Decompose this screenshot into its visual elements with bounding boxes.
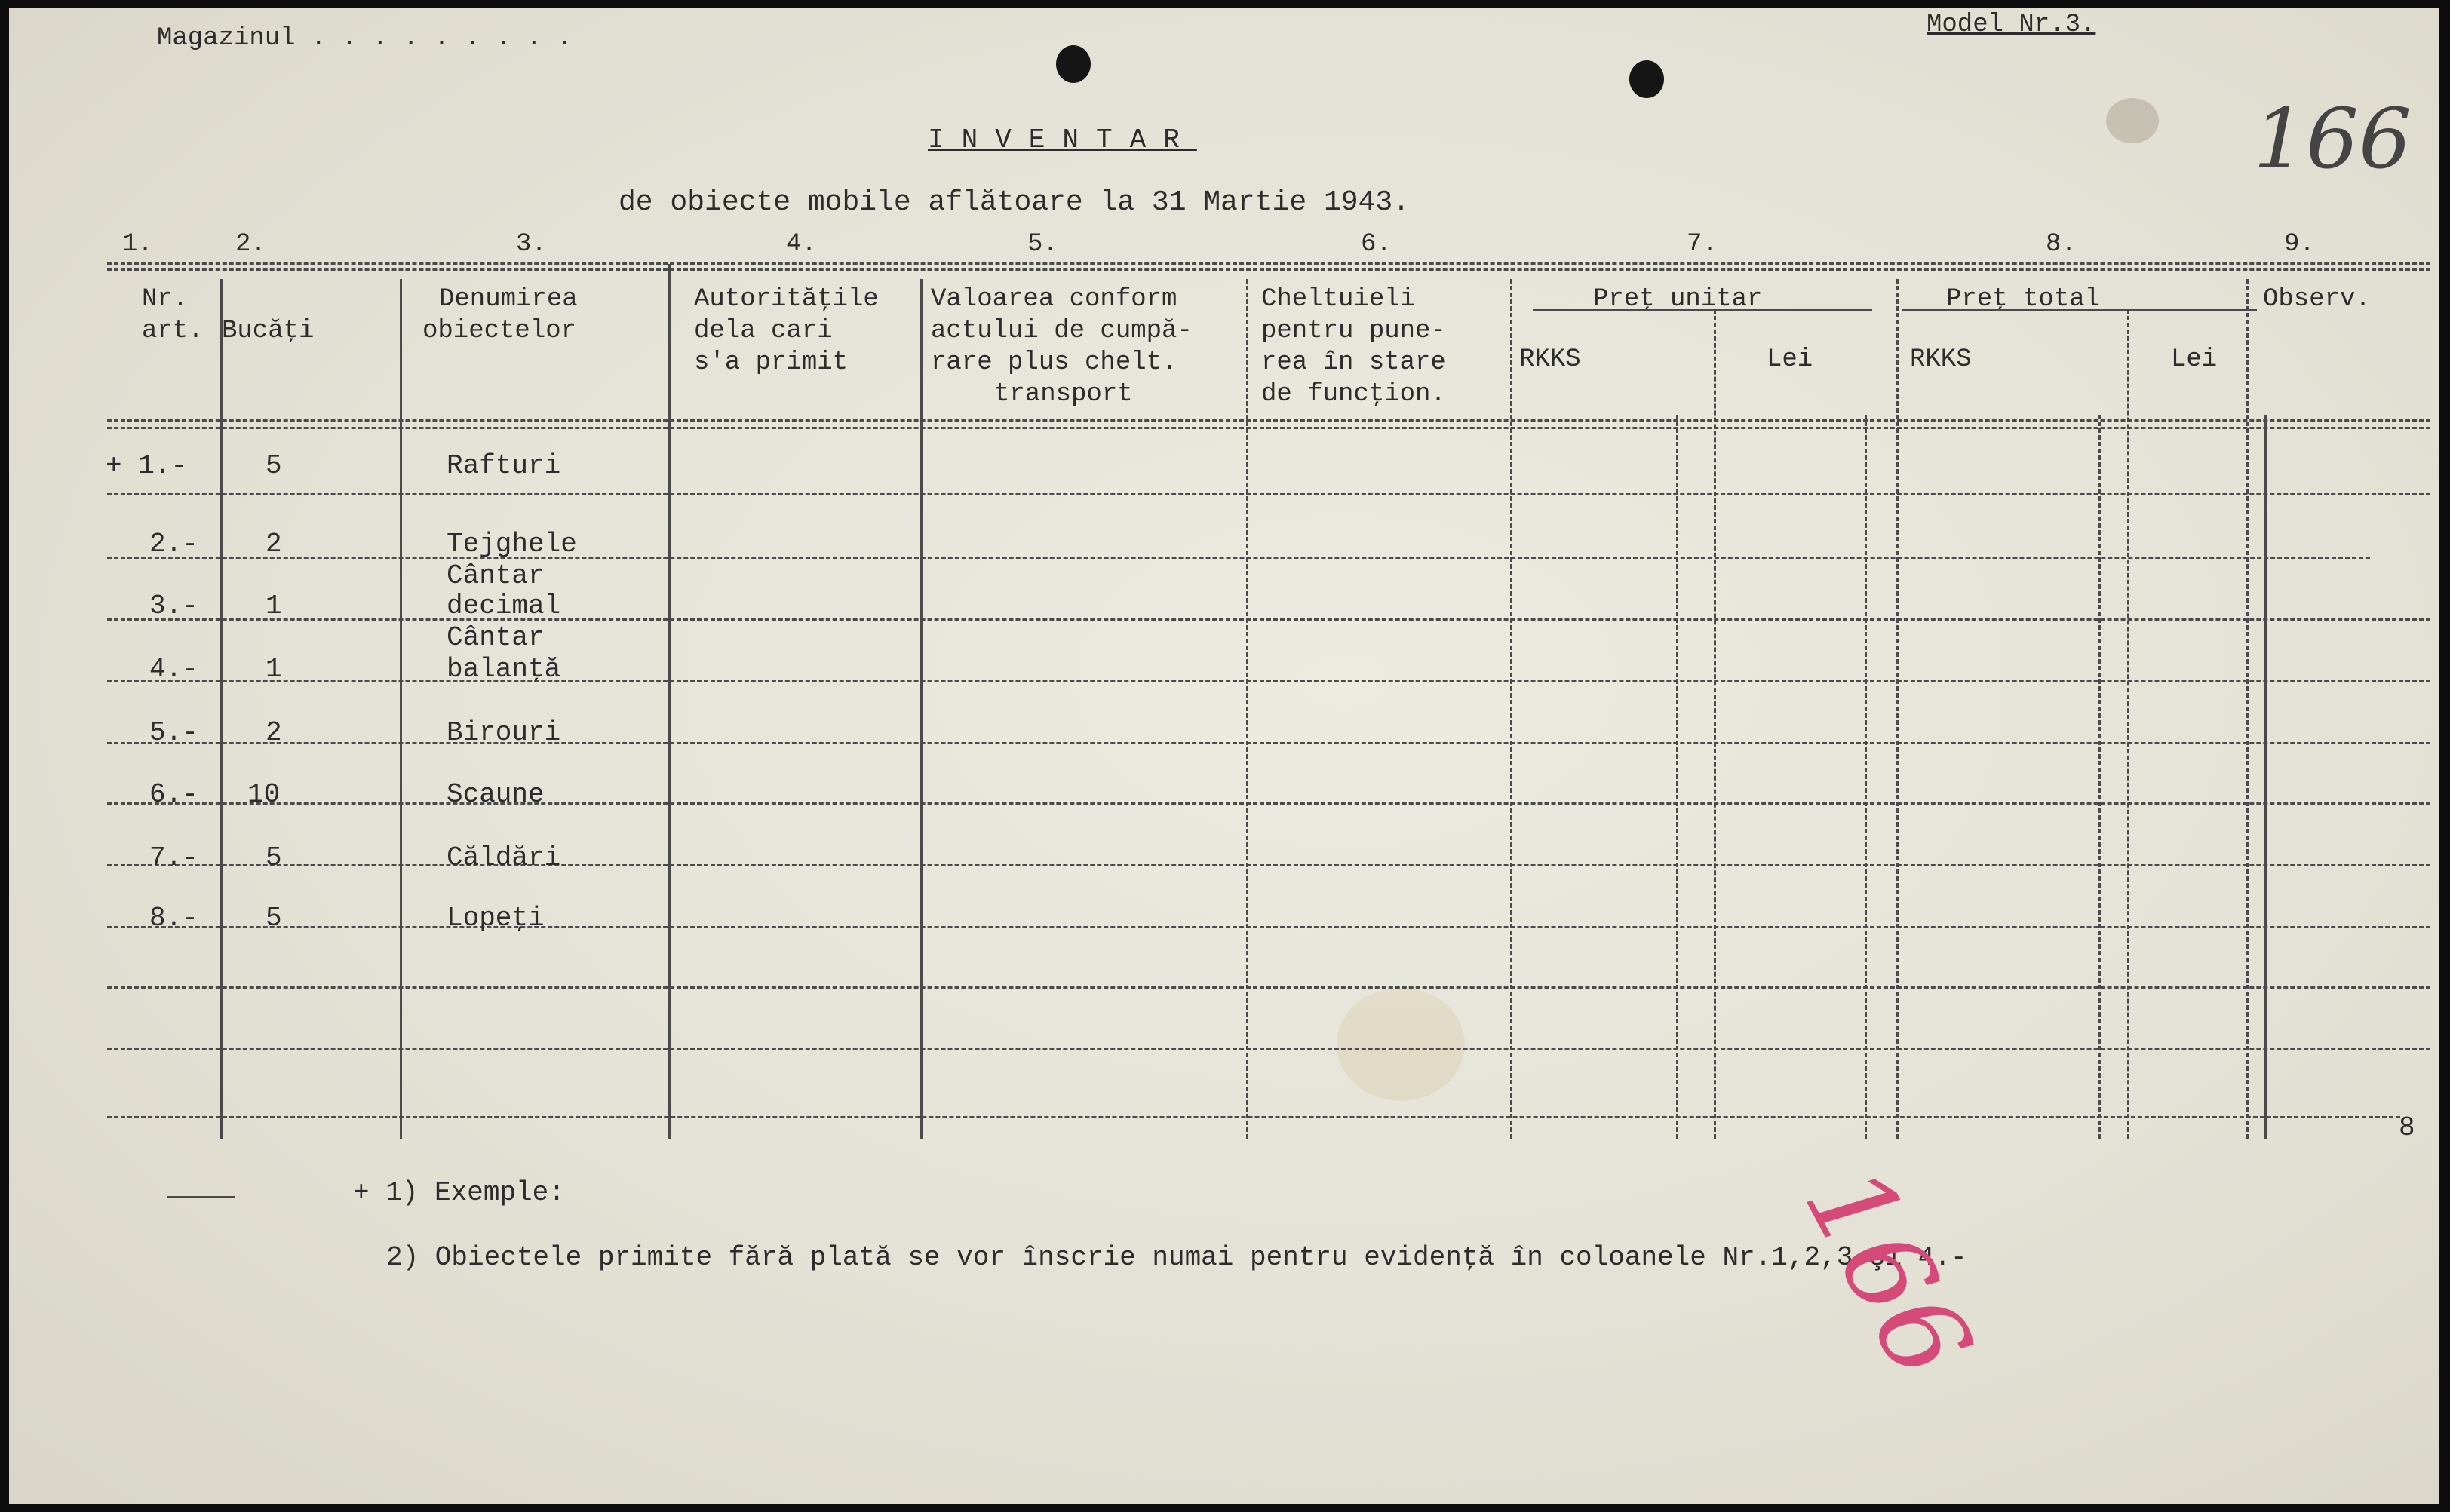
column-divider	[1510, 279, 1512, 1139]
row-5-pieces: 2	[266, 717, 282, 748]
row-3-number: 3.-	[149, 590, 198, 621]
col5-header-line: Valoarea conform	[931, 285, 1177, 314]
col4-header-line: dela cari	[694, 317, 833, 345]
column-divider	[400, 279, 402, 1139]
col4-header-line: s'a primit	[694, 348, 849, 377]
col8-sub-rkks: RKKS	[1910, 345, 1972, 374]
footnote-1: + 1) Exemple:	[353, 1177, 565, 1208]
row-7-number: 7.-	[149, 842, 198, 873]
col-number-8: 8.	[2046, 230, 2077, 259]
row-3-name-line: decimal	[447, 590, 561, 621]
col7-header: Preţ unitar	[1593, 285, 1763, 314]
col3-header-line: obiectelor	[422, 317, 577, 345]
column-divider	[2246, 279, 2249, 1139]
col3-header-line: Denumirea	[439, 285, 578, 314]
col6-header-line: de funcţion.	[1261, 380, 1446, 409]
col6-header-line: Cheltuieli	[1261, 285, 1416, 314]
col-number-7: 7.	[1687, 230, 1718, 259]
row-1-number: + 1.-	[106, 450, 188, 481]
footnote-2: 2) Obiectele primite fără plată se vor înscrie numai pentru evidenţă în coloanele Nr.1,2,3 şi 4.-	[386, 1242, 1967, 1273]
col1-header-line: art.	[142, 317, 204, 345]
col6-header-line: rea în stare	[1261, 348, 1446, 377]
col8-sub-lei: Lei	[2171, 345, 2218, 374]
header-bottom-rule	[107, 427, 2430, 429]
row-1-name: Rafturi	[447, 450, 561, 481]
row-rule	[107, 1048, 2430, 1050]
column-divider	[1714, 309, 1716, 1139]
handwritten-number: 166	[2253, 90, 2412, 187]
header-bottom-rule	[107, 419, 2430, 422]
col6-header-line: pentru pune-	[1261, 317, 1446, 345]
store-label: Magazinul . . . . . . . . .	[157, 24, 573, 53]
footnote-dash	[167, 1196, 235, 1198]
row-7-name: Căldări	[447, 842, 561, 873]
row-5-number: 5.-	[149, 717, 198, 748]
price-unit-rule	[1533, 309, 1872, 311]
row-4-name-line: Cântar	[447, 622, 545, 653]
column-divider	[920, 279, 923, 1139]
column-divider	[220, 279, 223, 1139]
col-number-2: 2.	[235, 230, 266, 259]
col-number-5: 5.	[1027, 230, 1058, 259]
column-divider	[1676, 415, 1678, 1139]
row-rule	[107, 986, 2430, 989]
row-1-pieces: 5	[266, 450, 282, 481]
col5-header-line: actului de cumpă-	[931, 317, 1193, 345]
column-divider	[1865, 415, 1867, 1139]
row-8-number: 8.-	[149, 903, 198, 934]
column-divider	[1246, 279, 1248, 1139]
row-2-name: Tejghele	[447, 529, 577, 560]
column-divider	[2127, 309, 2129, 1139]
row-6-name: Scaune	[447, 779, 545, 810]
row-6-pieces: 10	[247, 779, 281, 810]
row-2-pieces: 2	[266, 529, 282, 560]
row-3-pieces: 1	[266, 590, 282, 621]
column-divider	[2098, 415, 2101, 1139]
row-3-name-line: Cântar	[447, 560, 545, 591]
water-stain	[1337, 988, 1465, 1101]
col2-header: Bucăţi	[222, 317, 315, 345]
col-number-9: 9.	[2284, 230, 2315, 259]
col8-header: Preţ total	[1946, 285, 2101, 314]
col-number-1: 1.	[122, 230, 153, 259]
row-7-pieces: 5	[266, 842, 282, 873]
row-4-number: 4.-	[149, 654, 198, 685]
row-5-name: Birouri	[447, 717, 561, 748]
col1-header-line: Nr.	[142, 285, 189, 314]
column-divider	[1896, 279, 1899, 1139]
col7-sub-rkks: RKKS	[1519, 345, 1581, 374]
document-subtitle: de obiecte mobile aflătoare la 31 Martie 1943.	[619, 186, 1410, 219]
row-4-pieces: 1	[266, 654, 282, 685]
row-rule	[107, 493, 2430, 495]
col-number-4: 4.	[786, 230, 817, 259]
col5-header-line: rare plus chelt.	[931, 348, 1177, 377]
punch-hole	[1629, 60, 1664, 98]
col9-header: Observ.	[2263, 285, 2371, 314]
spot-stain	[2106, 98, 2159, 143]
red-pencil-mark: 166	[1779, 1146, 1997, 1399]
margin-note: 8	[2399, 1112, 2415, 1143]
col5-header-line: transport	[994, 380, 1133, 409]
header-rule	[107, 262, 2430, 265]
document-page	[9, 8, 2439, 1504]
col-number-3: 3.	[516, 230, 547, 259]
row-2-number: 2.-	[149, 529, 198, 560]
col7-sub-lei: Lei	[1767, 345, 1813, 374]
row-4-name-line: balanţă	[447, 654, 561, 685]
punch-hole	[1056, 45, 1091, 83]
document-title: INVENTAR	[928, 124, 1197, 155]
price-total-rule	[1902, 309, 2257, 311]
row-8-name: Lopeţi	[447, 903, 545, 934]
column-divider	[668, 264, 671, 1139]
row-rule	[107, 1116, 2400, 1118]
column-divider	[2264, 415, 2267, 1139]
row-8-pieces: 5	[266, 903, 282, 934]
col-number-6: 6.	[1361, 230, 1392, 259]
model-number: Model Nr.3.	[1927, 11, 2096, 39]
col4-header-line: Autorităţile	[694, 285, 879, 314]
row-6-number: 6.-	[149, 779, 198, 810]
header-rule	[107, 268, 2430, 271]
